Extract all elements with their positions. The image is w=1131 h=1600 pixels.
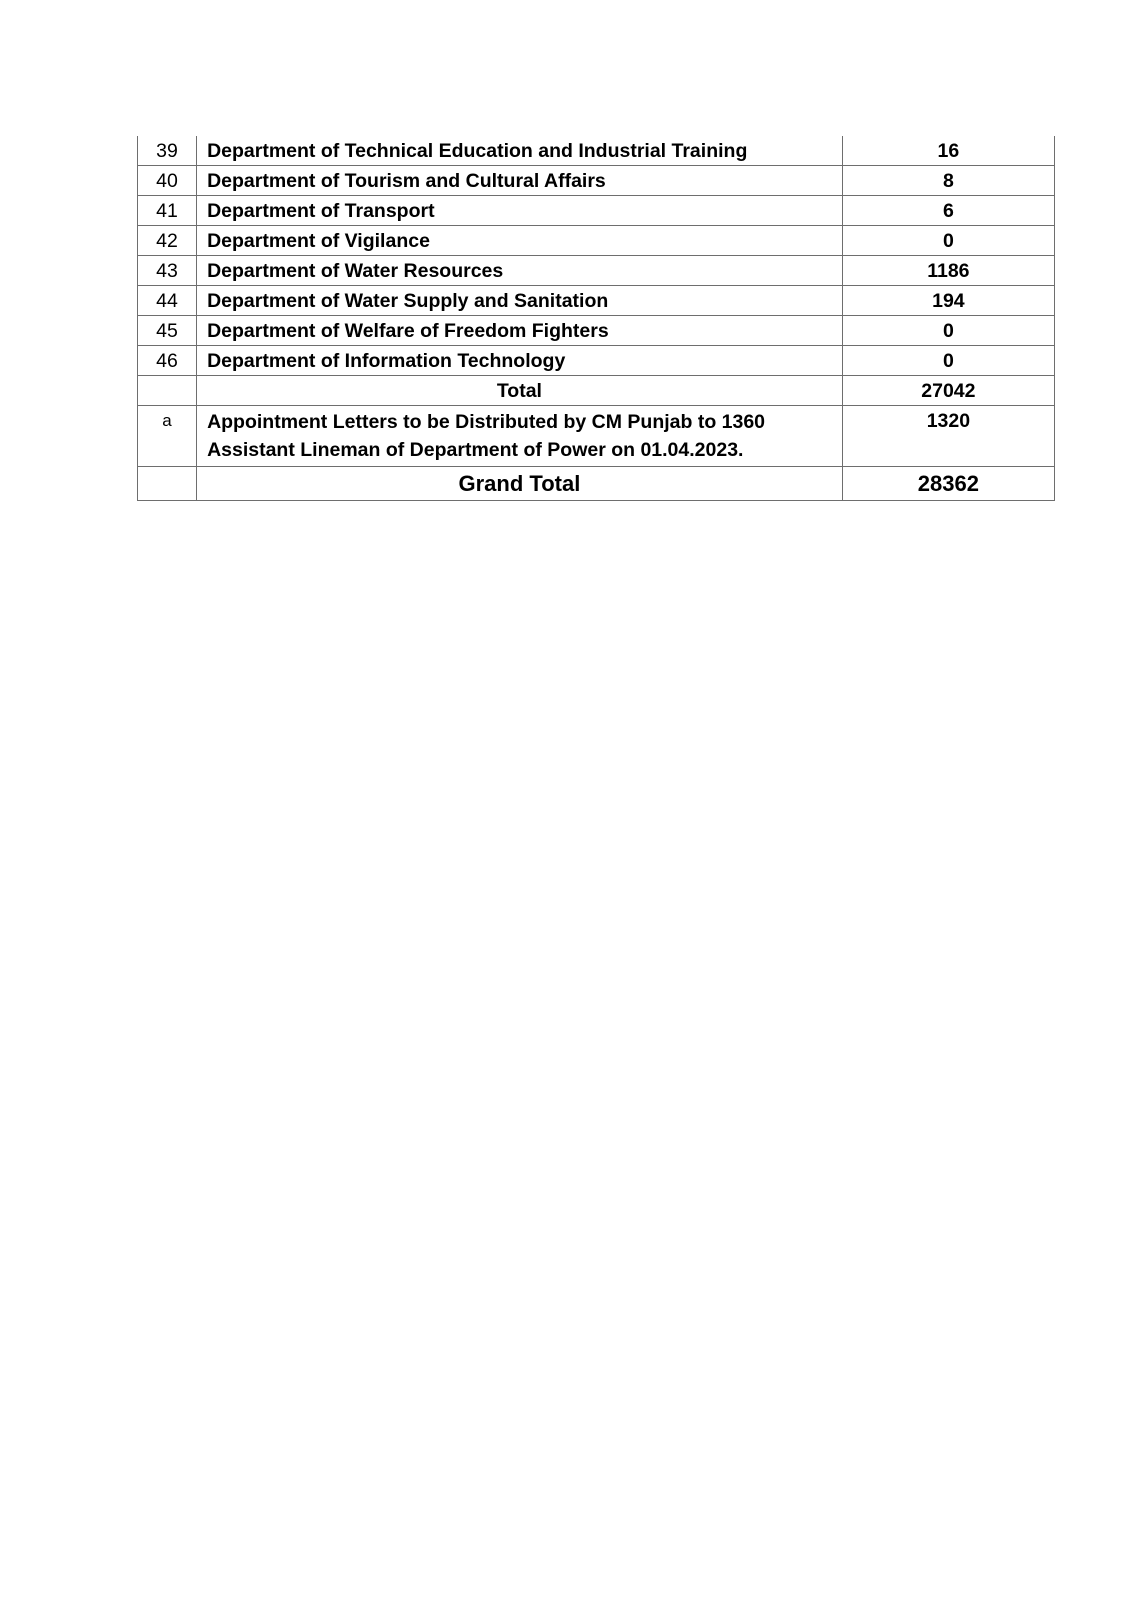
appointment-count: 0 <box>842 226 1054 256</box>
department-name: Department of Welfare of Freedom Fighters <box>197 316 843 346</box>
serial-number: 46 <box>138 346 197 376</box>
department-name: Department of Water Supply and Sanitation <box>197 286 843 316</box>
department-name: Department of Tourism and Cultural Affairs <box>197 166 843 196</box>
appointment-count: 1186 <box>842 256 1054 286</box>
table-body <box>138 136 1055 501</box>
department-name: Department of Transport <box>197 196 843 226</box>
serial-number: 44 <box>138 286 197 316</box>
table-row <box>138 346 1055 376</box>
serial-number: 45 <box>138 316 197 346</box>
table-row <box>138 316 1055 346</box>
total-label: Total <box>197 376 843 406</box>
department-name: Department of Water Resources <box>197 256 843 286</box>
appointment-count: 0 <box>842 316 1054 346</box>
appointment-count: 16 <box>842 136 1054 166</box>
grand-total-value: 28362 <box>842 467 1054 501</box>
table-row <box>138 256 1055 286</box>
table-row <box>138 226 1055 256</box>
note-row <box>138 406 1055 467</box>
department-name: Department of Information Technology <box>197 346 843 376</box>
table-row <box>138 166 1055 196</box>
serial-number: 39 <box>138 136 197 166</box>
grand-total-row <box>138 467 1055 501</box>
appointment-count: 6 <box>842 196 1054 226</box>
grand-total-empty-cell <box>138 467 197 501</box>
department-name: Department of Technical Education and Industrial Training <box>197 136 843 166</box>
note-value: 1320 <box>842 406 1054 467</box>
table-row <box>138 196 1055 226</box>
serial-number: 43 <box>138 256 197 286</box>
table-row <box>138 286 1055 316</box>
note-text: Appointment Letters to be Distributed by CM Punjab to 1360 Assistant Lineman of Department of Power on 01.04.2023. <box>197 406 843 467</box>
department-appointments-table <box>137 136 1055 501</box>
serial-number: 40 <box>138 166 197 196</box>
appointment-count: 8 <box>842 166 1054 196</box>
total-row <box>138 376 1055 406</box>
serial-number: 41 <box>138 196 197 226</box>
grand-total-label: Grand Total <box>197 467 843 501</box>
total-empty-cell <box>138 376 197 406</box>
appointment-count: 0 <box>842 346 1054 376</box>
total-value: 27042 <box>842 376 1054 406</box>
note-marker: a <box>138 406 197 467</box>
department-name: Department of Vigilance <box>197 226 843 256</box>
table-row <box>138 136 1055 166</box>
appointment-count: 194 <box>842 286 1054 316</box>
serial-number: 42 <box>138 226 197 256</box>
